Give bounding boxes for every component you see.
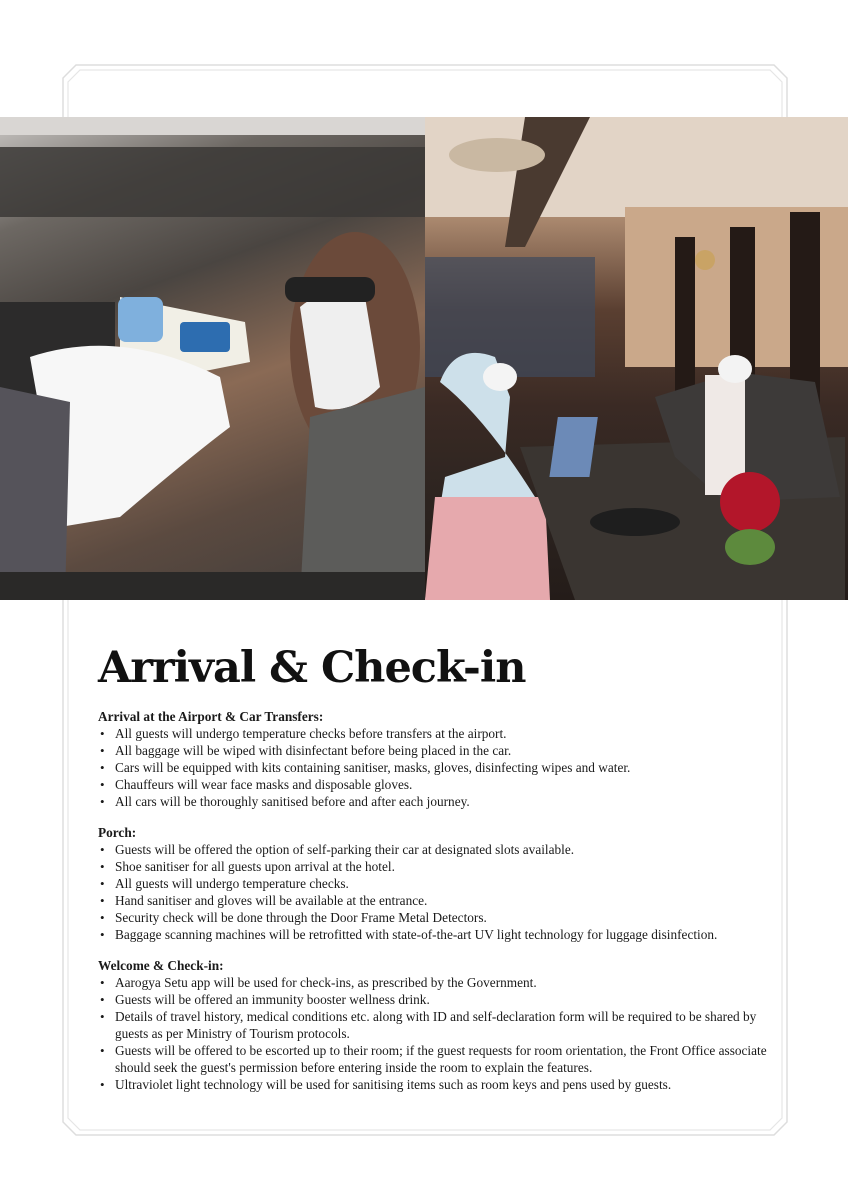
bullet-list [98,841,768,943]
list-item: • All baggage will be wiped with disinfectant before being placed in the car. [98,742,768,759]
section-heading: Porch: [98,825,137,840]
hotel-reception-photo [425,117,848,600]
list-item: • Shoe sanitiser for all guests upon arrival at the hotel. [98,858,768,875]
list-item: • Baggage scanning machines will be retrofitted with state-of-the-art UV light technology for luggage disinfection. [98,926,768,943]
section-porch [98,824,768,943]
list-item: • Guests will be offered to be escorted up to their room; if the guest requests for room orientation, the Front Office associate should seek the guest's permission before entering inside the room to explain the features. [98,1042,768,1076]
list-item: • All guests will undergo temperature checks before transfers at the airport. [98,725,768,742]
section-welcome-check-in [98,957,768,1093]
bullet-list [98,725,768,810]
list-item: • All guests will undergo temperature checks. [98,875,768,892]
list-item: • Security check will be done through the Door Frame Metal Detectors. [98,909,768,926]
list-item: • Guests will be offered the option of self-parking their car at designated slots available. [98,841,768,858]
list-item: • Hand sanitiser and gloves will be available at the entrance. [98,892,768,909]
document-body [98,640,768,1093]
list-item: • Chauffeurs will wear face masks and disposable gloves. [98,776,768,793]
list-item: • Aarogya Setu app will be used for check-ins, as prescribed by the Government. [98,974,768,991]
section-heading: Arrival at the Airport & Car Transfers: [98,709,324,724]
section-airport-car-transfers [98,708,768,810]
bullet-list [98,974,768,1093]
list-item: • Details of travel history, medical conditions etc. along with ID and self-declaration form will be required to be shared by guests as per Ministry of Tourism protocols. [98,1008,768,1042]
car-temperature-check-photo [0,117,425,600]
section-heading: Welcome & Check-in: [98,958,224,973]
page-title: Arrival & Check-in [98,643,526,693]
list-item: • Ultraviolet light technology will be used for sanitising items such as room keys and pens used by guests. [98,1076,768,1093]
photo-strip [0,117,848,600]
list-item: • Cars will be equipped with kits containing sanitiser, masks, gloves, disinfecting wipes and water. [98,759,768,776]
list-item: • Guests will be offered an immunity booster wellness drink. [98,991,768,1008]
list-item: • All cars will be thoroughly sanitised before and after each journey. [98,793,768,810]
